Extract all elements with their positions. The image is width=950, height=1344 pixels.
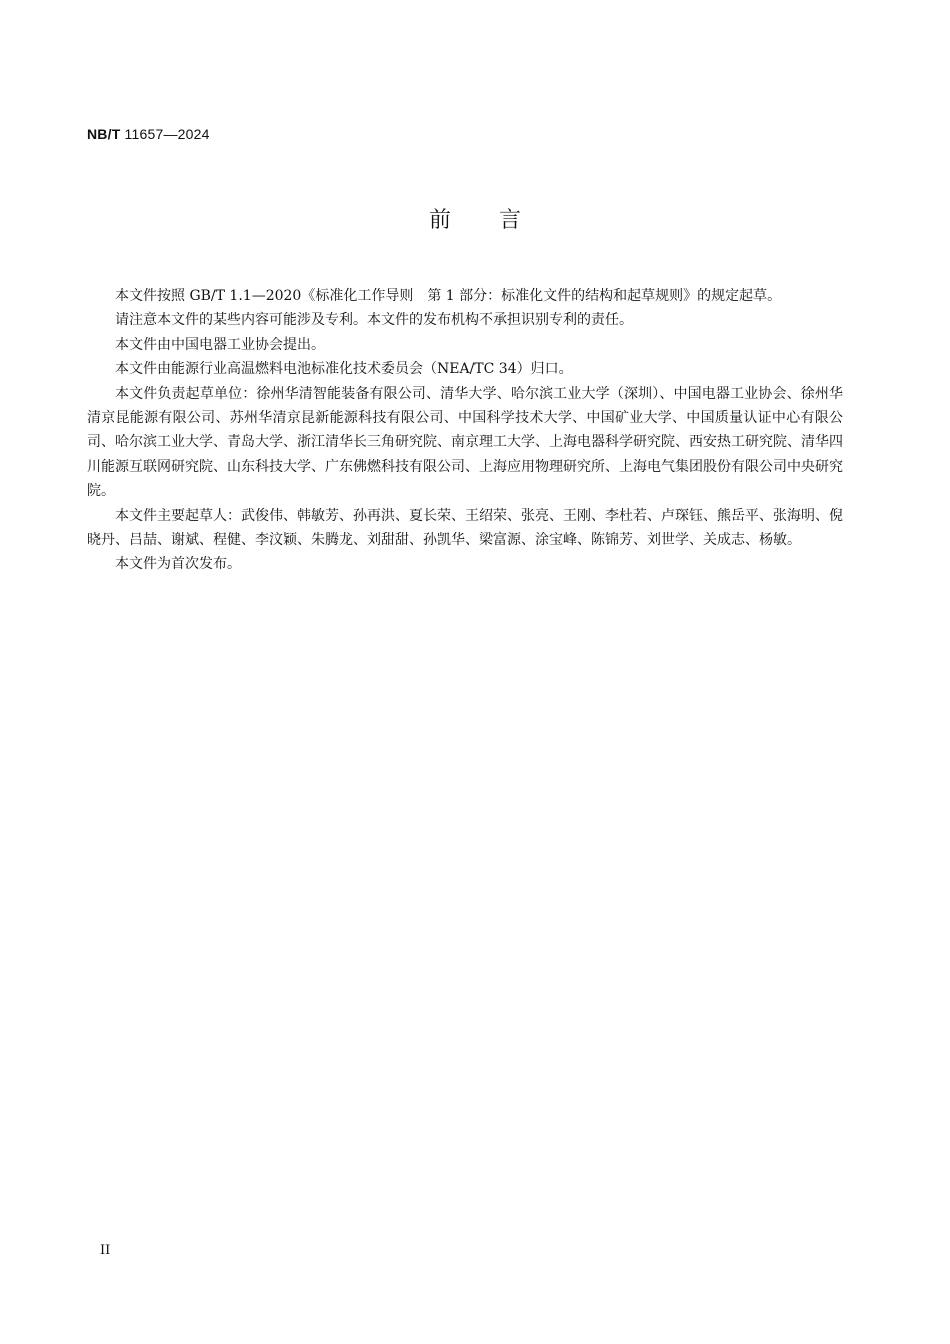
paragraph-first-release: 本文件为首次发布。 [115, 556, 241, 573]
page-number: II [100, 1243, 111, 1258]
title-char-2: 言 [499, 208, 522, 233]
paragraph-drafting-rules: 本文件按照 GB/T 1.1—2020《标准化工作导则 第 1 部分：标准化文件的结构和起草规则》的规定起草。 [115, 288, 782, 304]
page-title [0, 205, 950, 237]
paragraph-drafting-organizations: 本文件负责起草单位：徐州华清智能装备有限公司、清华大学、哈尔滨工业大学（深圳）、中国电器工业协会、徐州华清京昆能源有限公司、苏州华清京昆新能源科技有限公司、中国科学技术大学、中国矿业大学、中国质量认证中心有限公司、哈尔滨工业大学、青岛大学、浙江清华长三角研究院、南京理工大学、上海电器科学研究院、西安热工研究院、清华四川能源互联网研究院、山东科技大学、广东佛燃科技有限公司、上海应用物理研究所、上海电气集团股份有限公司中央研究院。 [87, 385, 843, 500]
standard-code-prefix: NB/T [87, 126, 121, 142]
foreword-body [87, 284, 843, 577]
standard-code-number: 11657—2024 [120, 126, 210, 142]
paragraph-proposer: 本文件由中国电器工业协会提出。 [115, 336, 325, 353]
standard-code [87, 126, 210, 142]
paragraph-technical-committee: 本文件由能源行业高温燃料电池标准化技术委员会（NEA/TC 34）归口。 [115, 361, 573, 378]
paragraph-drafters: 本文件主要起草人：武俊伟、韩敏芳、孙再洪、夏长荣、王绍荣、张亮、王刚、李杜若、卢琛钰、熊岳平、张海明、倪晓丹、吕喆、谢斌、程健、李汶颖、朱腾龙、刘甜甜、孙凯华、梁富源、涂宝峰、陈锦芳、刘世学、关成志、杨敏。 [87, 507, 843, 549]
paragraph-patent-notice: 请注意本文件的某些内容可能涉及专利。本文件的发布机构不承担识别专利的责任。 [115, 312, 633, 329]
title-char-1: 前 [428, 208, 451, 233]
